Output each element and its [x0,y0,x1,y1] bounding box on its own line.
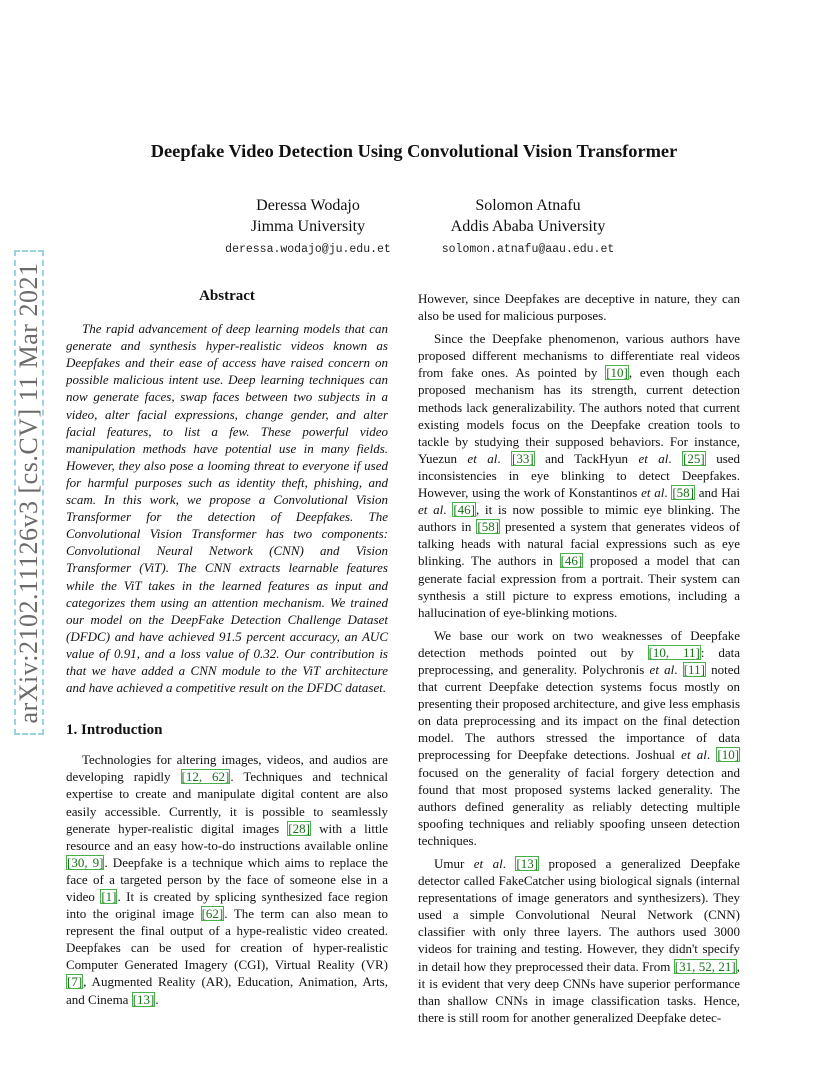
citation-link[interactable]: [33] [512,450,534,466]
author-name: Solomon Atnafu [475,197,581,214]
abstract-heading: Abstract [199,288,255,304]
text-run: with a little resource and an easy how-to-do instructions available online [66,820,388,853]
text-run: . [674,661,683,677]
citation-link[interactable]: [58] [477,519,500,535]
citation-link[interactable]: [28] [288,820,310,836]
author-affiliation: Jimma University [250,218,366,235]
right-column [418,290,740,1032]
citation-link[interactable]: [13] [516,856,539,871]
paper-title: Deepfake Video Detection Using Convolutional Vision Transformer [150,141,678,161]
text-run: and TackHyun [534,450,639,466]
citation-link[interactable]: [62] [201,906,224,922]
citation-link[interactable]: [7] [67,974,83,990]
citation-link[interactable]: [13] [132,991,155,1007]
citation-link[interactable]: [46] [560,553,583,569]
et-al: et al [649,661,675,677]
abstract-text: The rapid advancement of deep learning models that can generate and synthesis hyper-realistic videos known as Deepfakes and their ease of access have raised concern on possible malicious intent use. Deep learning techniques can now generate faces, swap faces between two subjects in a video, alter facial expressions, change gender, and alter facial features, to list a few. These powerful video manipulation methods have potential use in many fields. However, they also pose a looming threat to everyone if used for harmful purposes such as identity theft, phishing, and scam. In this work, we propose a Convolutional Vision Transformer for the detection of Deepfakes. The Convolutional Vision Transformer has two components: Convolutional Neural Network (CNN) and Vision Transformer (ViT). The CNN extracts learnable features while the ViT takes in the learned features as input and categorizes them using an attention mechanism. We trained our model on the DeepFake Detection Challenge Dataset (DFDC) and have achieved 91.5 percent accuracy, an AUC value of 0.91, and a loss value of 0.32. Our contribution is that we have added a CNN module to the ViT architecture and have achieved a competitive result on the DFDC dataset. [66,321,388,696]
text-run: . [155,991,159,1007]
text-run: . [668,450,683,466]
et-al: et al [473,856,503,871]
section-heading-introduction: 1. Introduction [66,722,163,739]
citation-link[interactable]: [11] [683,661,705,677]
text-run: Technologies for altering images, videos, and audios are developing rapidly [66,752,388,785]
intro-paragraph-1 [66,751,388,1007]
intro-paragraph-4 [418,855,740,1026]
et-al: et al [467,450,498,466]
text-run: , Augmented Reality (AR), Education, Animation, Arts, and Cinema [66,974,388,1007]
arxiv-stamp [14,250,44,735]
citation-link[interactable]: [46] [453,502,475,518]
citation-link[interactable]: [10, 11] [648,644,700,660]
text-run: . [502,856,516,871]
author-name: Deressa Wodajo [256,197,360,214]
text-run: . It is created by splicing synthesized face region into the original image [66,889,388,922]
citation-link[interactable]: [10] [606,365,628,381]
intro-paragraph-3 [418,627,740,849]
text-run: Umur [434,856,474,871]
text-run: We base our work on two weaknesses of Deepfake detection methods pointed out by [418,627,740,660]
et-al: et al [418,502,444,518]
text-run: : data preprocessing, and generality. Polychronis [418,644,740,677]
citation-link[interactable]: [10] [717,747,740,763]
et-al: et al [641,485,665,501]
citation-link[interactable]: [12, 62] [181,769,230,785]
text-run: . [497,450,512,466]
text-run: , it is now possible to mimic eye blinking. The authors in [418,502,741,535]
text-run: . [706,747,717,763]
citation-link[interactable]: [58] [672,485,694,501]
intro-paragraph-2 [418,330,740,621]
author-block-1 [188,195,428,260]
text-run: presented a system that generates videos of talking heads with natural facial expressions such as eye blinking. The authors in [418,519,740,569]
text-run: used inconsistencies in eye blinking to detect Deepfakes. However, using the work of Konstantinos [418,450,741,501]
text-run: , it is evident that very deep CNNs have superior performance than shallow CNNs in image classification tasks. Hence, there is still room for another generalized Deepfake detec- [418,958,740,1025]
text-run: and Hai [694,485,741,501]
author-email[interactable]: deressa.wodajo@ju.edu.et [225,243,391,256]
text-run: . [443,502,453,518]
text-run: . Deepfake is a technique which aims to replace the face of a targeted person by the face of someone else in a video [66,854,388,904]
text-run: . The term can also mean to represent the final output of a hype-realistic video created. Deepfakes can be used for creation of hyper-realistic Computer Generated Imagery (CGI), Virtual Reality (VR) [66,906,388,973]
text-run: noted that current Deepfake detection systems focus mostly on presenting their proposed architecture, and give less emphasis on data preprocessing and its impact on the final detection model. The authors stressed the importance of data preprocessing for Deepfake detections. Joshual [418,661,741,763]
citation-link[interactable]: [30, 9] [67,854,104,870]
text-run: Since the Deepfake phenomenon, various authors have proposed different mechanisms to differentiate real videos from fake ones. As pointed by [418,331,740,381]
author-affiliation: Addis Ababa University [450,218,606,235]
left-column [66,288,388,1014]
text-run: proposed a model that can generate facial expression from a portrait. Their system can synthesis a still picture to express emotions, including a hallucination of eye-blinking motions. [418,553,740,620]
text-run: . Techniques and technical expertise to create and manipulate digital content are also easily accessible. Currently, it is possible to seamlessly generate hyper-realistic digital images [66,769,388,836]
citation-link[interactable]: [31, 52, 21] [674,958,736,974]
author-block-2 [408,195,648,260]
text-run: . [664,485,672,501]
et-al: et al [638,450,669,466]
intro-paragraph-continued: However, since Deepfakes are deceptive in nature, they can also be used for malicious purposes. [418,291,740,324]
text-run: focused on the generality of facial forgery detection and found that most proposed systems lacked generality. The authors defined generality as reliably detecting multiple spoofing techniques and reliably spoofing unseen detection techniques. [418,764,740,848]
et-al: et al [681,747,707,763]
citation-link[interactable]: [25] [683,450,705,466]
author-email[interactable]: solomon.atnafu@aau.edu.et [441,243,615,256]
text-run: , even though each proposed mechanism has its strength, current detection methods lack generalizability. The authors noted that current existing models focus on the Deepfake creation tools to tackle by studying their supposed behaviors. For instance, Yuezun [418,365,740,466]
citation-link[interactable]: [1] [101,889,117,904]
text-run: proposed a generalized Deepfake detector called FakeCatcher using biological signals (internal representations of image generators and synthesizers). They used a simple Convolutional Neural Network (CNN) classifier with only three layers. The authors used 3000 videos for training and testing. However, they didn't specify in detail how they preprocessed their data. From [418,856,740,974]
arxiv-id: arXiv:2102.11126v3 [cs.CV] 11 Mar 2021 [14,262,43,723]
